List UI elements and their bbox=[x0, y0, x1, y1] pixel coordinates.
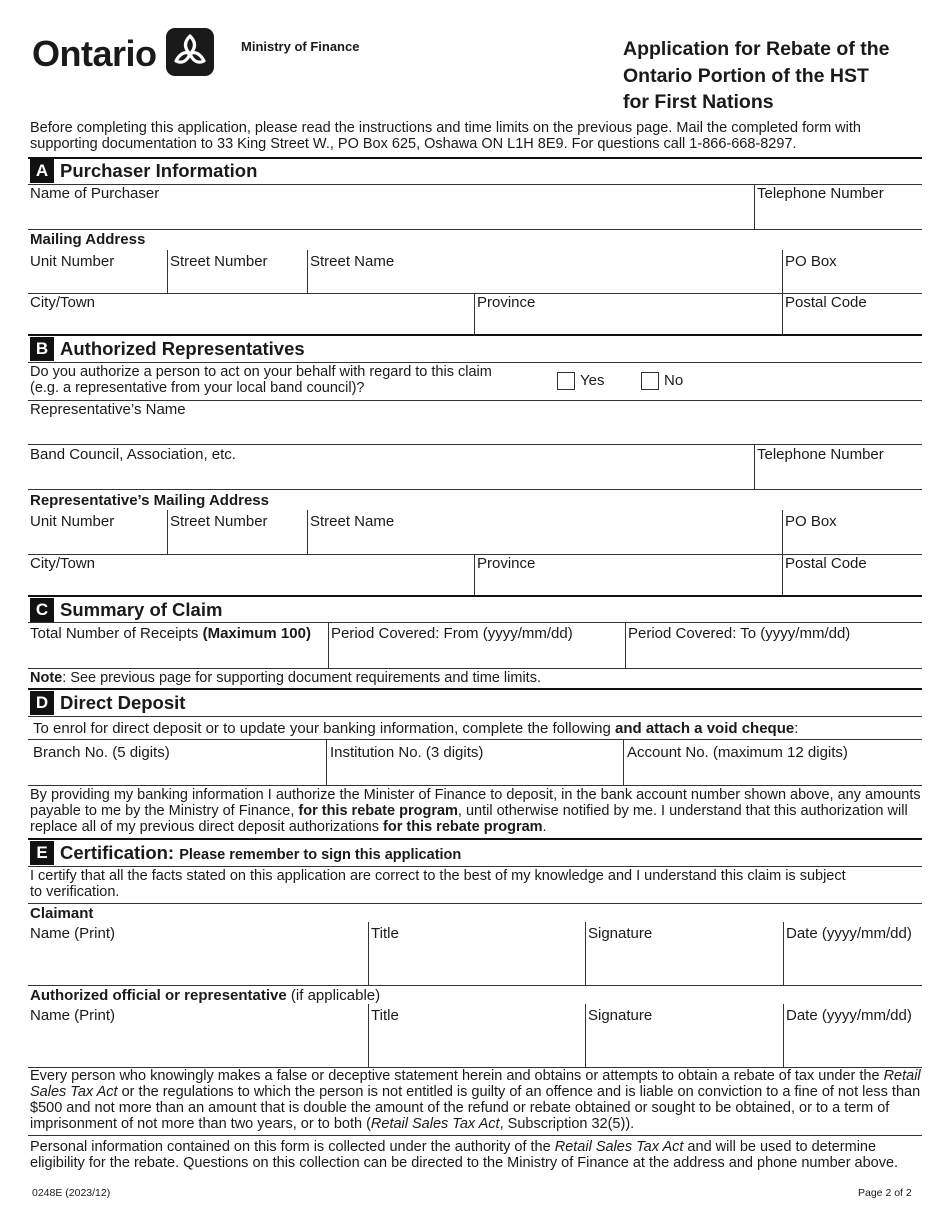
total-receipts-field[interactable]: Total Number of Receipts (Maximum 100) bbox=[30, 625, 311, 642]
name-of-purchaser-field[interactable]: Name of Purchaser bbox=[30, 185, 160, 202]
purchaser-telephone-field[interactable]: Telephone Number bbox=[757, 185, 884, 202]
privacy-statement: Personal information contained on this form is collected under the authority of the Retail Sales Tax Act and will be used to determine eligibility for the rebate. Questions on this collection can be directed to the Ministry of Finance at the address and phone number above. bbox=[30, 1139, 899, 1171]
section-a-letter: A bbox=[30, 159, 54, 183]
postal-code-field[interactable]: Postal Code bbox=[785, 294, 867, 311]
claimant-signature-field[interactable]: Signature bbox=[588, 925, 653, 942]
rep-unit-number-field[interactable]: Unit Number bbox=[30, 513, 115, 530]
rep-street-name-field[interactable]: Street Name bbox=[310, 513, 395, 530]
section-c-title: Summary of Claim bbox=[60, 599, 223, 620]
period-to-field[interactable]: Period Covered: To (yyyy/mm/dd) bbox=[628, 625, 851, 642]
province-field[interactable]: Province bbox=[477, 294, 536, 311]
authorized-official-heading: Authorized official or representative (if applicable) bbox=[30, 987, 381, 1004]
unit-number-field[interactable]: Unit Number bbox=[30, 253, 115, 270]
period-from-field[interactable]: Period Covered: From (yyyy/mm/dd) bbox=[331, 625, 573, 642]
section-c-letter: C bbox=[30, 598, 54, 622]
institution-number-field[interactable]: Institution No. (3 digits) bbox=[330, 744, 484, 761]
section-d-title: Direct Deposit bbox=[60, 692, 186, 713]
section-d-letter: D bbox=[30, 691, 54, 715]
certification-statement: I certify that all the facts stated on this application are correct to the best of my knowledge and I understand this claim is subject to verification. bbox=[30, 868, 846, 900]
claimant-title-field[interactable]: Title bbox=[371, 925, 399, 942]
rep-city-town-field[interactable]: City/Town bbox=[30, 555, 96, 572]
street-name-field[interactable]: Street Name bbox=[310, 253, 395, 270]
direct-deposit-authorization: By providing my banking information I authorize the Minister of Finance to deposit, in the bank account number shown above, any amounts payable to me by the Ministry of Finance, for this rebate program, until otherwise notified by me. I understand that this authorization will replace all of my previous direct deposit authorizations for this rebate program. bbox=[30, 787, 921, 835]
section-a-title: Purchaser Information bbox=[60, 160, 258, 181]
intro-text: Before completing this application, please read the instructions and time limits on the previous page. Mail the completed form with supporting documentation to 33 King Street W., PO Box 625, Oshawa ON L1H 8E9. For questions call 1-866-668-8297. bbox=[30, 120, 861, 152]
rep-postal-code-field[interactable]: Postal Code bbox=[785, 555, 867, 572]
band-council-field[interactable]: Band Council, Association, etc. bbox=[30, 446, 236, 463]
city-town-field[interactable]: City/Town bbox=[30, 294, 96, 311]
penalty-statement: Every person who knowingly makes a false or deceptive statement herein and obtains or attempts to obtain a rebate of tax under the Retail Sales Tax Act or the regulations to which the person is not entitled is guilty of an offence and is liable on conviction to a fine of not less than $500 and not more than an amount that is double the amount of the refund or rebate obtained or sought to be obtained, or to a term of imprisonment of not more than two years, or to both (Retail Sales Tax Act, Subscription 32(5)). bbox=[30, 1068, 921, 1132]
street-number-field[interactable]: Street Number bbox=[170, 253, 268, 270]
account-number-field[interactable]: Account No. (maximum 12 digits) bbox=[627, 744, 848, 761]
claimant-date-field[interactable]: Date (yyyy/mm/dd) bbox=[786, 925, 912, 942]
official-title-field[interactable]: Title bbox=[371, 1007, 399, 1024]
ontario-logo-text: Ontario bbox=[32, 33, 157, 74]
section-b-rule bbox=[28, 334, 922, 336]
form-title: Application for Rebate of the Ontario Portion of the HST for First Nations bbox=[623, 38, 890, 113]
claim-note: Note: See previous page for supporting document requirements and time limits. bbox=[30, 670, 541, 686]
rep-street-number-field[interactable]: Street Number bbox=[170, 513, 268, 530]
official-signature-field[interactable]: Signature bbox=[588, 1007, 653, 1024]
section-e-letter: E bbox=[30, 841, 54, 865]
section-c-rule bbox=[28, 595, 922, 597]
section-b-letter: B bbox=[30, 337, 54, 361]
rep-po-box-field[interactable]: PO Box bbox=[785, 513, 837, 530]
section-e-title: Certification: Please remember to sign this application bbox=[60, 842, 462, 863]
representative-telephone-field[interactable]: Telephone Number bbox=[757, 446, 884, 463]
section-d-rule bbox=[28, 688, 922, 690]
trillium-logo-icon bbox=[166, 28, 214, 76]
official-date-field[interactable]: Date (yyyy/mm/dd) bbox=[786, 1007, 912, 1024]
authorize-yes-checkbox[interactable] bbox=[557, 372, 575, 390]
official-name-field[interactable]: Name (Print) bbox=[30, 1007, 116, 1024]
page-number: Page 2 of 2 bbox=[858, 1187, 912, 1199]
rep-province-field[interactable]: Province bbox=[477, 555, 536, 572]
authorize-no-label: No bbox=[664, 372, 684, 389]
claimant-heading: Claimant bbox=[30, 905, 94, 922]
authorize-no-checkbox[interactable] bbox=[641, 372, 659, 390]
representative-mailing-address-heading: Representative’s Mailing Address bbox=[30, 492, 269, 509]
ministry-name: Ministry of Finance bbox=[241, 39, 360, 54]
branch-number-field[interactable]: Branch No. (5 digits) bbox=[33, 744, 170, 761]
claimant-name-field[interactable]: Name (Print) bbox=[30, 925, 116, 942]
mailing-address-heading: Mailing Address bbox=[30, 231, 146, 248]
representatives-name-field[interactable]: Representative’s Name bbox=[30, 401, 186, 418]
form-code: 0248E (2023/12) bbox=[32, 1187, 111, 1199]
direct-deposit-instructions: To enrol for direct deposit or to update your banking information, complete the following and attach a void cheque: bbox=[33, 720, 799, 737]
section-e-rule bbox=[28, 838, 922, 840]
po-box-field[interactable]: PO Box bbox=[785, 253, 837, 270]
section-b-title: Authorized Representatives bbox=[60, 338, 305, 359]
authorize-question: Do you authorize a person to act on your behalf with regard to this claim (e.g. a representative from your local band council)? bbox=[30, 364, 492, 396]
authorize-yes-label: Yes bbox=[580, 372, 605, 389]
